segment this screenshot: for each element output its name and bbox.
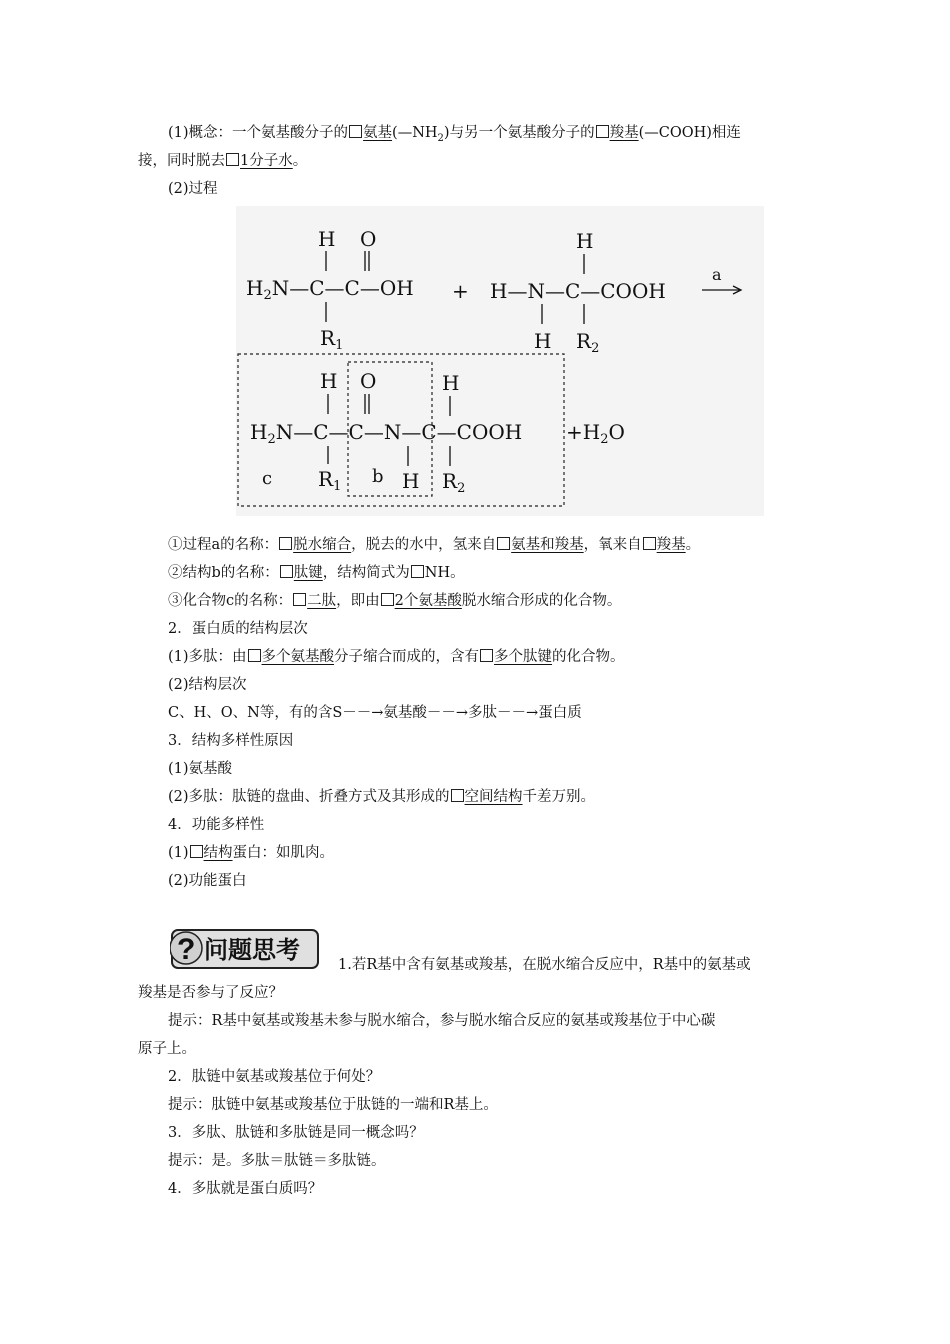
plus-sign: +: [452, 279, 469, 303]
badge-title: 问题思考: [204, 936, 300, 964]
dehydration-condensation-diagram: [236, 206, 764, 516]
question-1-line-2: 羧基是否参与了反应？: [138, 985, 283, 1001]
blank-box: [451, 789, 464, 802]
question-3: 3．多肽、肽链和多肽链是同一概念吗？: [168, 1125, 424, 1141]
answer-amino: 氨基: [363, 125, 393, 141]
water-product: $+H_2O$: [566, 420, 625, 447]
reaction-svg: [236, 206, 764, 516]
question-mark-icon: ?: [177, 933, 196, 966]
reaction-row-2: [250, 369, 625, 496]
blank-box: [480, 649, 493, 662]
blank-box: [279, 537, 292, 550]
concept-text: (1)概念：一个氨基酸分子的: [168, 125, 349, 141]
functional-protein-line: (2)功能蛋白: [168, 873, 247, 889]
answer-many-amino-acids: 多个氨基酸: [261, 649, 335, 665]
badge-frame: [170, 926, 320, 970]
answer-dehydration: 脱水缩合: [293, 537, 352, 553]
concept-text: (—COOH)相连: [638, 125, 741, 141]
amino-group: $H_2N—C—C—OH$: [246, 276, 414, 303]
answer-h-source: 氨基和羧基: [511, 537, 584, 553]
answer-water: 1分子水: [240, 153, 293, 169]
r1-group: $R_1$: [318, 467, 342, 494]
blank-box: [349, 125, 362, 138]
atom-h: H: [534, 329, 552, 353]
concept-text: )与另一个氨基酸分子的: [443, 125, 595, 141]
question-1-line-1: 1.若R基中含有氨基或羧基，在脱水缩合反应中，R基中的氨基或: [338, 957, 751, 973]
process-a-line: ①过程a的名称： 脱水缩合，脱去的水中，氢来自 氨基和羧基，氧来自 羧基。: [168, 537, 701, 553]
blank-box: [248, 649, 261, 662]
blank-box: [497, 537, 510, 550]
polypeptide-line: (1)多肽：由 多个氨基酸分子缩合而成的，含有 多个肽键的化合物。: [168, 649, 625, 665]
structural-protein-line: (1) 结构蛋白：如肌肉。: [168, 845, 335, 861]
label-b: b: [372, 466, 384, 487]
structure-levels-heading: (2)结构层次: [168, 677, 247, 693]
arrow-label: a: [712, 265, 722, 284]
blank-box: [280, 565, 293, 578]
hint-1-line-2: 原子上。: [138, 1041, 196, 1057]
atom-h: H: [318, 227, 336, 251]
atom-o: O: [360, 369, 377, 393]
process-heading: (2)过程: [168, 181, 218, 197]
answer-many-peptide-bonds: 多个肽键: [494, 649, 553, 665]
subscript: 2: [437, 132, 444, 144]
answer-peptide-bond: 肽键: [293, 565, 323, 581]
structure-levels-chain: C、H、O、N等，有的含S－－→氨基酸－－→多肽－－→蛋白质: [168, 705, 582, 721]
concept-line-1: [168, 122, 741, 150]
dipeptide-chain: $H_2N—C—C—N—C—COOH$: [250, 420, 523, 447]
concept-text: 接，同时脱去: [138, 153, 225, 169]
blank-box: [226, 153, 239, 166]
blank-box: [411, 565, 424, 578]
r1-group: $R_1$: [320, 326, 344, 353]
atom-h: H: [320, 369, 338, 393]
blank-box: [596, 125, 609, 138]
compound-c-line: ③化合物c的名称： 二肽，即由 2个氨基酸脱水缩合形成的化合物。: [168, 593, 622, 609]
section-4-heading: 4．功能多样性: [168, 817, 265, 833]
question-thinking-badge: [170, 926, 320, 970]
concept-line-2: [138, 150, 307, 172]
concept-text: (—NH: [392, 125, 438, 141]
blank-box: [190, 845, 203, 858]
answer-carboxyl: 羧基: [609, 125, 639, 141]
amino-acid-2: H—N—C—COOH: [490, 279, 666, 303]
diversity-polypeptide: (2)多肽：肽链的盘曲、折叠方式及其形成的 空间结构千差万别。: [168, 789, 596, 805]
answer-structural: 结构: [203, 845, 233, 861]
answer-o-source: 羧基: [656, 537, 686, 553]
question-2: 2．肽链中氨基或羧基位于何处？: [168, 1069, 381, 1085]
hint-1-line-1: 提示：R基中氨基或羧基未参与脱水缩合，参与脱水缩合反应的氨基或羧基位于中心碳: [168, 1013, 716, 1029]
r2-group: $R_2$: [442, 469, 466, 496]
r2-group: $R_2$: [576, 329, 600, 356]
hint-3: 提示：是。多肽＝肽链＝多肽链。: [168, 1153, 386, 1169]
section-2-heading: 2．蛋白质的结构层次: [168, 621, 308, 637]
blank-box: [643, 537, 656, 550]
answer-dipeptide: 二肽: [307, 593, 337, 609]
section-3-heading: 3．结构多样性原因: [168, 733, 294, 749]
structure-b-line: ②结构b的名称： 肽键，结构简式为 NH。: [168, 565, 465, 581]
hint-2: 提示：肽链中氨基或羧基位于肽链的一端和R基上。: [168, 1097, 498, 1113]
blank-box: [293, 593, 306, 606]
atom-o: O: [360, 227, 377, 251]
answer-spatial-structure: 空间结构: [464, 789, 523, 805]
atom-h: H: [576, 229, 594, 253]
diversity-amino-acid: (1)氨基酸: [168, 761, 233, 777]
concept-text: 。: [292, 153, 308, 169]
question-4: 4．多肽就是蛋白质吗？: [168, 1181, 323, 1197]
reaction-row-1: [246, 227, 722, 356]
atom-h: H: [442, 371, 460, 395]
answer-two-amino-acids: 2个氨基酸: [394, 593, 462, 609]
atom-h: H: [402, 469, 420, 493]
label-c: c: [262, 468, 273, 489]
blank-box: [381, 593, 394, 606]
